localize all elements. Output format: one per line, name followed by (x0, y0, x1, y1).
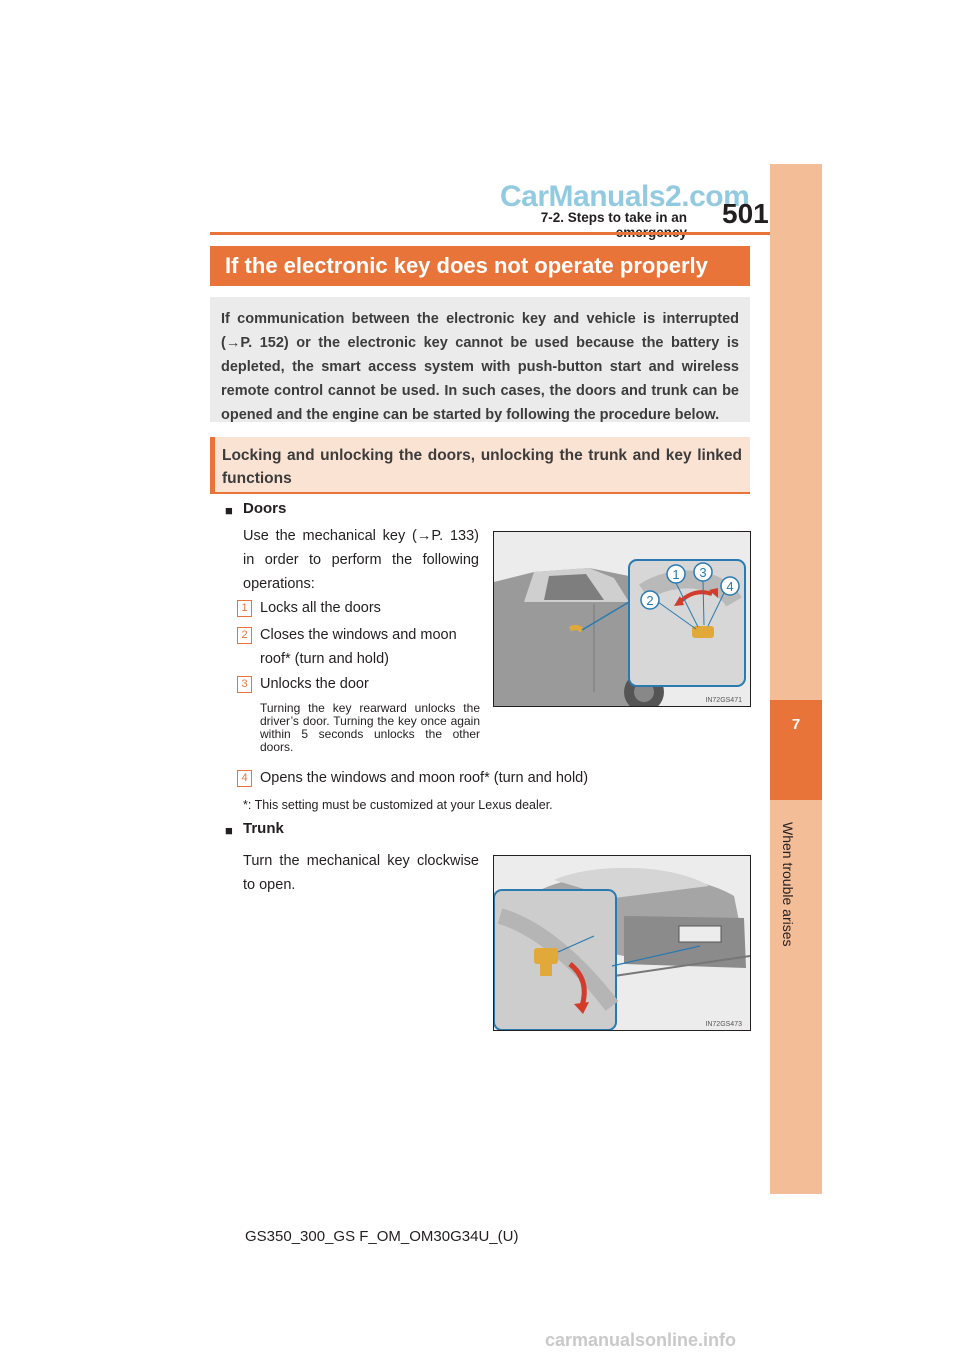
chapter-label: When trouble arises (780, 822, 796, 947)
figure-code: IN72GS471 (705, 697, 742, 704)
step-number-1: 1 (237, 600, 252, 617)
footnote: *: This setting must be customized at your Lexus dealer. (243, 798, 553, 812)
trunk-heading: Trunk (243, 820, 284, 837)
door-key-illustration (493, 531, 751, 707)
footer-document-code: GS350_300_GS F_OM_OM30G34U_(U) (245, 1228, 519, 1245)
step-number-3: 3 (237, 676, 252, 693)
page-number: 501 (722, 198, 769, 229)
figure-code: IN72GS473 (705, 1021, 742, 1028)
svg-text:4: 4 (726, 579, 734, 594)
subsection-accent (210, 437, 215, 493)
doors-intro: Use the mechanical key (→P. 133) in order to perform the following operations: (243, 528, 479, 592)
svg-text:3: 3 (699, 565, 707, 580)
svg-text:2: 2 (646, 593, 654, 608)
chapter-number: 7 (791, 716, 801, 733)
bottom-watermark: carmanualsonline.info (545, 1330, 737, 1350)
step-number-2: 2 (237, 627, 252, 644)
trunk-key-illustration (493, 855, 751, 1031)
step-3-note: Turning the key rearward unlocks the driver’s door. Turning the key once again within 5 seconds unlocks the other doors. (260, 701, 480, 754)
trunk-text: Turn the mechanical key clockwise to open. (243, 853, 479, 893)
square-bullet-icon: ■ (225, 823, 233, 838)
page-title: If the electronic key does not operate properly (225, 253, 708, 278)
subsection-underline (210, 492, 750, 494)
doors-heading: Doors (243, 500, 287, 517)
step-text-4: Opens the windows and moon roof* (turn and hold) (260, 770, 589, 786)
step-text-2: Closes the windows and moon roof* (turn and hold) (260, 627, 457, 667)
step-text-1: Locks all the doors (260, 600, 381, 616)
square-bullet-icon: ■ (225, 503, 233, 518)
step-text-3: Unlocks the door (260, 676, 369, 692)
svg-text:1: 1 (672, 567, 680, 582)
step-number-4: 4 (237, 770, 252, 787)
subsection-title: Locking and unlocking the doors, unlocking the trunk and key linked functions (222, 447, 742, 487)
intro-text: If communication between the electronic key and vehicle is interrupted (→P. 152) or the electronic key cannot be used because the battery is depleted, the smart access system with push-button start and wireless remote control cannot be used. In such cases, the doors and trunk can be opened and the engine can be started by following the procedure below. (221, 311, 739, 423)
chapter-side-tab (770, 164, 822, 1194)
section-title: 7-2. Steps to take in an (540, 210, 687, 225)
chapter-number-tab (770, 700, 822, 800)
header-rule (210, 232, 822, 235)
watermark-logo: CarManuals2.com (500, 180, 750, 213)
